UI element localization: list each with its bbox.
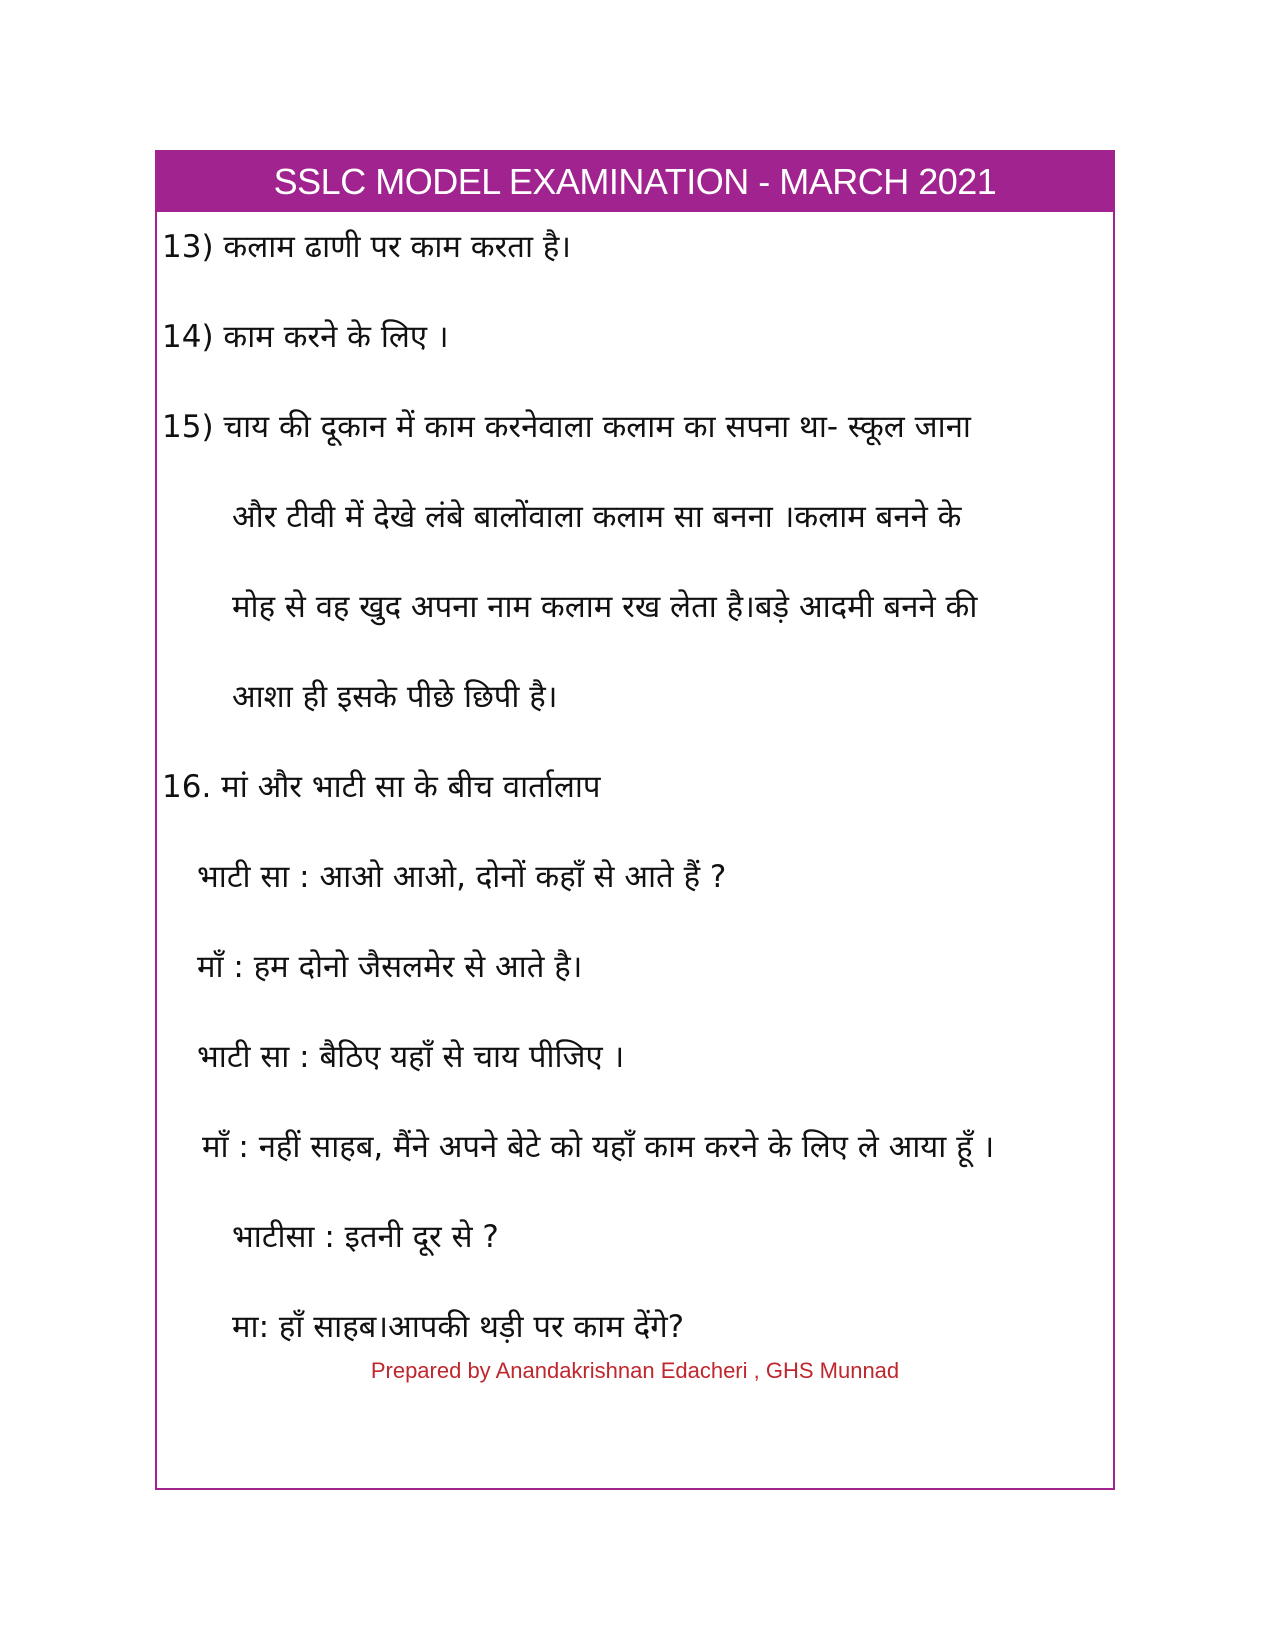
- answer-15-line-2: और टीवी में देखे लंबे बालोंवाला कलाम सा बनना ।कलाम बनने के: [232, 499, 962, 535]
- answer-14: 14) काम करने के लिए ।: [162, 319, 449, 355]
- footer-credit: Prepared by Anandakrishnan Edacheri , GHS Munnad: [370, 1358, 900, 1383]
- answer-15-line-1: 15) चाय की दूकान में काम करनेवाला कलाम का सपना था- स्कूल जाना: [162, 409, 971, 445]
- dialogue-line-2: माँ : हम दोनो जैसलमेर से आते है।: [197, 949, 583, 985]
- dialogue-line-5: भाटीसा : इतनी दूर से ?: [232, 1219, 499, 1255]
- answer-13: 13) कलाम ढाणी पर काम करता है।: [162, 229, 572, 265]
- dialogue-line-3: भाटी सा : बैठिए यहाँ से चाय पीजिए ।: [197, 1039, 625, 1075]
- dialogue-line-4: माँ : नहीं साहब, मैंने अपने बेटे को यहाँ काम करने के लिए ले आया हूँ ।: [202, 1129, 995, 1165]
- dialogue-line-6: मा: हाँ साहब।आपकी थड़ी पर काम देंगे?: [232, 1309, 685, 1345]
- answer-16-title: 16. मां और भाटी सा के बीच वार्तालाप: [162, 769, 601, 805]
- page-frame: [155, 150, 1115, 1490]
- dialogue-line-1: भाटी सा : आओ आओ, दोनों कहाँ से आते हैं ?: [197, 859, 727, 895]
- answer-15-line-3: मोह से वह खुद अपना नाम कलाम रख लेता है।बड़े आदमी बनने की: [232, 589, 978, 625]
- answer-15-line-4: आशा ही इसके पीछे छिपी है।: [232, 679, 558, 715]
- exam-header-title: SSLC MODEL EXAMINATION - MARCH 2021: [157, 152, 1113, 212]
